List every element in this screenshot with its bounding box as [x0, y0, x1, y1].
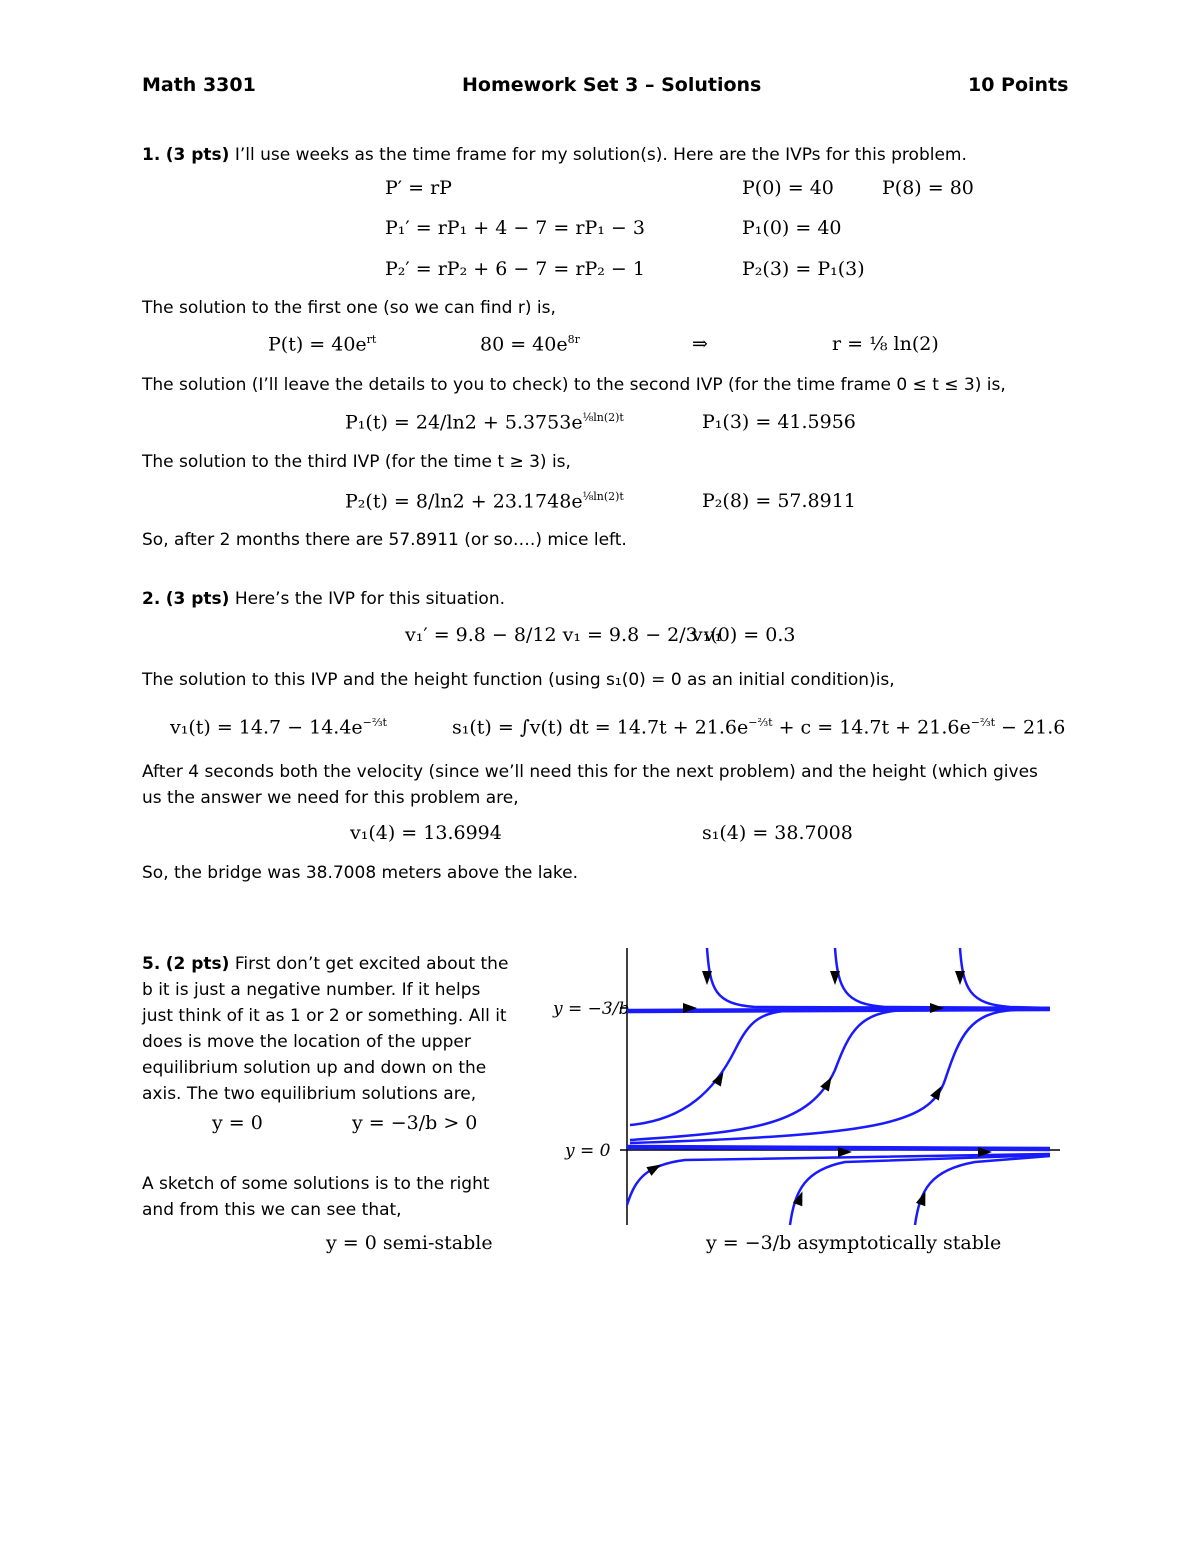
problem1-solution3-value: P₂(8) = 57.8911 — [702, 490, 856, 512]
problem5-sketch-line-2: and from this we can see that, — [142, 1200, 402, 1220]
course-name: Math 3301 — [142, 74, 256, 96]
problem2-ivp-condition: v₁(0) = 0.3 — [692, 624, 796, 646]
implies-arrow: ⇒ — [692, 333, 708, 355]
problem1-rate-result: r = ⅛ ln(2) — [832, 333, 939, 355]
upper-curve-from-above-1 — [707, 948, 1050, 1008]
problem1-solution2-value: P₁(3) = 41.5956 — [702, 411, 856, 433]
problem5-equilibrium-b: y = −3/b > 0 — [352, 1112, 478, 1134]
problem5-line-1: 5. (2 pts) First don’t get excited about the — [142, 954, 509, 974]
problem5-sketch-line-1: A sketch of some solutions is to the right — [142, 1174, 490, 1194]
problem5-result-semi-stable: y = 0 semi-stable — [326, 1232, 493, 1254]
lower-curve-2 — [790, 1155, 1050, 1225]
problem5-line-4: does is move the location of the upper — [142, 1032, 471, 1052]
problem1-ivp1-condition-b: P(8) = 80 — [882, 177, 974, 199]
problem1-points: (3 pts) — [165, 145, 230, 165]
problem1-ivp1-equation: P′ = rP — [385, 177, 452, 199]
problem1-third-solution-text: The solution to the third IVP (for the time t ≥ 3) is, — [142, 452, 571, 472]
problem1-ivp3-condition: P₂(3) = P₁(3) — [742, 258, 865, 280]
problem5-line-2: b it is just a negative number. If it helps — [142, 980, 481, 1000]
phase-portrait-sketch — [545, 940, 1065, 1230]
problem2-after-text: After 4 seconds both the velocity (since we’ll need this for the next problem) and the height (which gives us the answer we need for this problem are, — [142, 762, 1038, 808]
problem2-conclusion: So, the bridge was 38.7008 meters above the lake. — [142, 863, 579, 883]
problem5-line-6: axis. The two equilibrium solutions are, — [142, 1084, 477, 1104]
problem2-velocity-value: v₁(4) = 13.6994 — [350, 822, 502, 844]
problem2-height-value: s₁(4) = 38.7008 — [702, 822, 853, 844]
problem2-velocity-solution: $v_1(t) = 14.7 - 14.4e^{-\frac{2}{3}t}$ — [170, 716, 387, 739]
document-title: Homework Set 3 – Solutions — [462, 74, 762, 96]
problem1-solution1-general: $P(t) = 40e^{rt}$ — [268, 333, 377, 356]
problem1-solution1-condition: $80 = 40e^{8r}$ — [480, 333, 580, 356]
problem1-ivp2-condition: P₁(0) = 40 — [742, 217, 842, 239]
problem1-conclusion: So, after 2 months there are 57.8911 (or so….) mice left. — [142, 530, 627, 550]
problem1-solution2: $P_1(t) = 24/\ln 2 + 5.3753e^{\frac{1}{8}ln(2)t}$ — [345, 411, 624, 434]
graph-label-lower-equilibrium: y = 0 — [565, 1141, 611, 1161]
middle-curve-2 — [630, 1010, 905, 1140]
problem2-solution-text: The solution to this IVP and the height function (using s₁(0) = 0 as an initial condition)is, — [142, 670, 895, 690]
problem2-height-solution: s₁(t) = ∫v(t) dt = $14.7t + 21.6e^{-\frac{2}{3}t} + c = 14.7t + 21.6e^{-\frac{2}{3}t} - 21.6$ — [452, 716, 1066, 739]
problem5-line-5: equilibrium solution up and down on the — [142, 1058, 487, 1078]
problem1-ivp3-equation: P₂′ = rP₂ + 6 − 7 = rP₂ − 1 — [385, 258, 645, 280]
problem2-number: 2. — [142, 589, 161, 609]
middle-curve-1 — [630, 1010, 795, 1125]
direction-arrow-icon — [646, 1160, 663, 1176]
upper-curve-from-above-3 — [960, 948, 1050, 1008]
problem2-intro-text: Here’s the IVP for this situation. — [234, 589, 506, 609]
problem1-ivp1-condition-a: P(0) = 40 — [742, 177, 834, 199]
problem1-intro-text: I’ll use weeks as the time frame for my solution(s). Here are the IVPs for this problem. — [234, 145, 967, 165]
graph-label-upper-equilibrium: y = −3/b — [553, 999, 630, 1019]
problem2-ivp-equation: v₁′ = 9.8 − 8/12 v₁ = 9.8 − 2/3 v₁ — [405, 624, 723, 646]
problem5-line-3: just think of it as 1 or 2 or something. All it — [142, 1006, 507, 1026]
problem1-ivp2-equation: P₁′ = rP₁ + 4 − 7 = rP₁ − 3 — [385, 217, 645, 239]
middle-curve-3 — [630, 1010, 1015, 1143]
lower-curve-3 — [915, 1156, 1050, 1225]
problem5-equilibrium-a: y = 0 — [212, 1112, 263, 1134]
problem1-intro — [142, 145, 967, 165]
problem1-first-solution-text: The solution to the first one (so we can find r) is, — [142, 298, 556, 318]
problem1-second-solution-text: The solution (I’ll leave the details to you to check) to the second IVP (for the time frame 0 ≤ t ≤ 3) is, — [142, 375, 1006, 395]
problem5-result-asymptotically-stable: y = −3/b asymptotically stable — [706, 1232, 1002, 1254]
upper-curve-from-above-2 — [835, 948, 1050, 1008]
problem2-intro — [142, 589, 505, 609]
total-points: 10 Points — [968, 74, 1069, 96]
solution-curves — [627, 948, 1050, 1225]
problem2-points: (3 pts) — [165, 589, 230, 609]
problem1-number: 1. — [142, 145, 161, 165]
problem1-solution3: $P_2(t) = 8/\ln 2 + 23.1748e^{\frac{1}{8}ln(2)t}$ — [345, 490, 624, 513]
